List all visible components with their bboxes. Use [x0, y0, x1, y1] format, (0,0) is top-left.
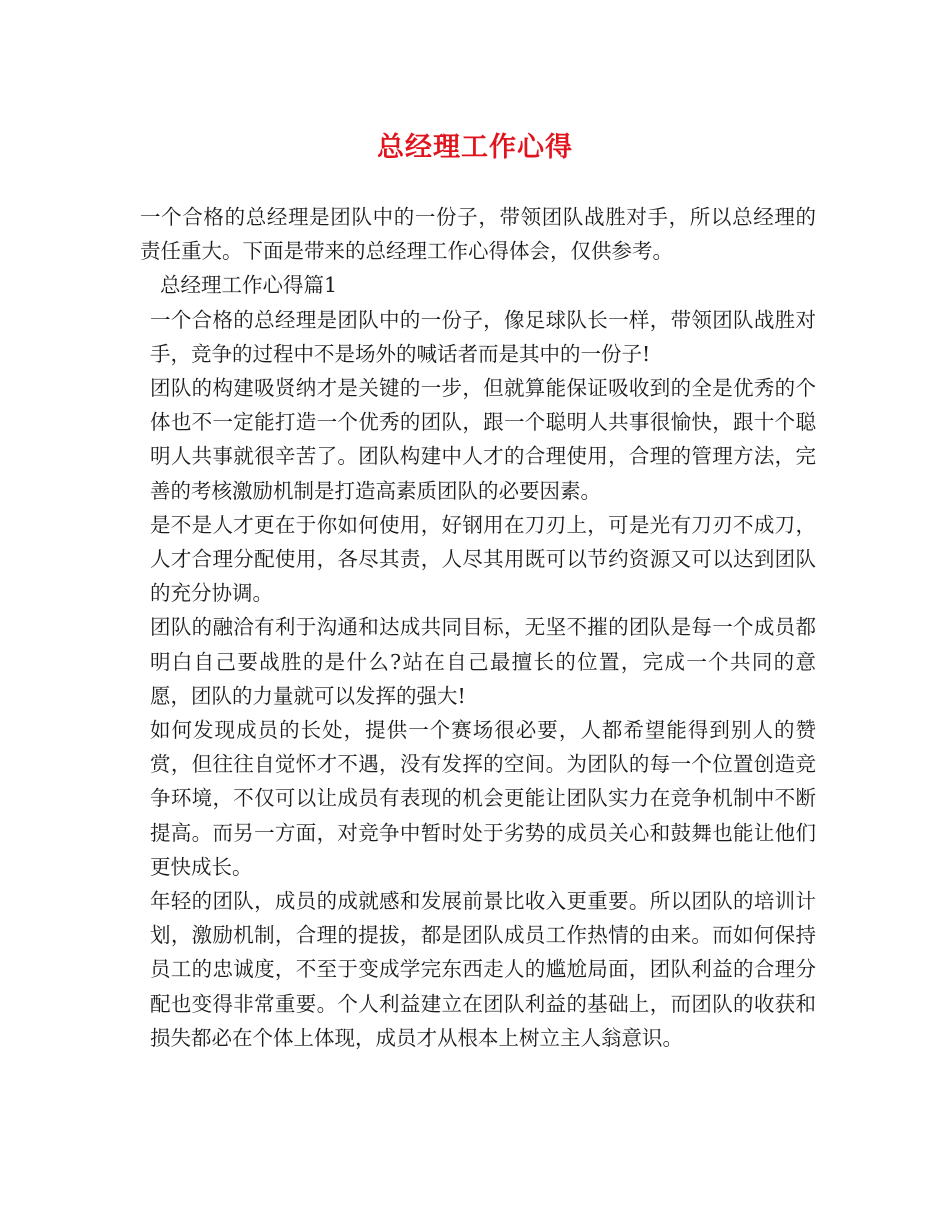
body-paragraph: 团队的融洽有利于沟通和达成共同目标，无坚不摧的团队是每一个成员都明白自己要战胜的是什么?站在自己最擅长的位置，完成一个共同的意愿，团队的力量就可以发挥的强大!	[150, 615, 816, 708]
body-paragraph: 是不是人才更在于你如何使用，好钢用在刀刃上，可是光有刀刃不成刀，人才合理分配使用，各尽其责，人尽其用既可以节约资源又可以达到团队的充分协调。	[150, 512, 816, 606]
body-paragraph: 一个合格的总经理是团队中的一份子，像足球队长一样，带领团队战胜对手，竞争的过程中不是场外的喊话者而是其中的一份子!	[150, 307, 816, 366]
document-title: 总经理工作心得	[377, 132, 573, 163]
document-body	[140, 200, 816, 1055]
body-paragraph: 团队的构建吸贤纳才是关键的一步，但就算能保证吸收到的全是优秀的个体也不一定能打造一个优秀的团队，跟一个聪明人共事很愉快，跟十个聪明人共事就很辛苦了。团队构建中人才的合理使用，合理的管理方法，完善的考核激励机制是打造高素质团队的必要因素。	[150, 376, 816, 503]
intro-paragraph: 一个合格的总经理是团队中的一份子，带领团队战胜对手，所以总经理的责任重大。下面是带来的总经理工作心得体会，仅供参考。	[140, 205, 816, 264]
body-paragraph: 如何发现成员的长处，提供一个赛场很必要，人都希望能得到别人的赞赏，但往往自觉怀才不遇，没有发挥的空间。为团队的每一个位置创造竞争环境，不仅可以让成员有表现的机会更能让团队实力在竞争机制中不断提高。而另一方面，对竞争中暂时处于劣势的成员关心和鼓舞也能让他们更快成长。	[150, 718, 816, 879]
body-paragraph: 年轻的团队，成员的成就感和发展前景比收入更重要。所以团队的培训计划，激励机制，合理的提拔，都是团队成员工作热情的由来。而如何保持员工的忠诚度，不至于变成学完东西走人的尴尬局面，团队利益的合理分配也变得非常重要。个人利益建立在团队利益的基础上，而团队的收获和损失都必在个体上体现，成员才从根本上树立主人翁意识。	[150, 889, 816, 1050]
section-heading: 总经理工作心得篇1	[160, 273, 338, 298]
